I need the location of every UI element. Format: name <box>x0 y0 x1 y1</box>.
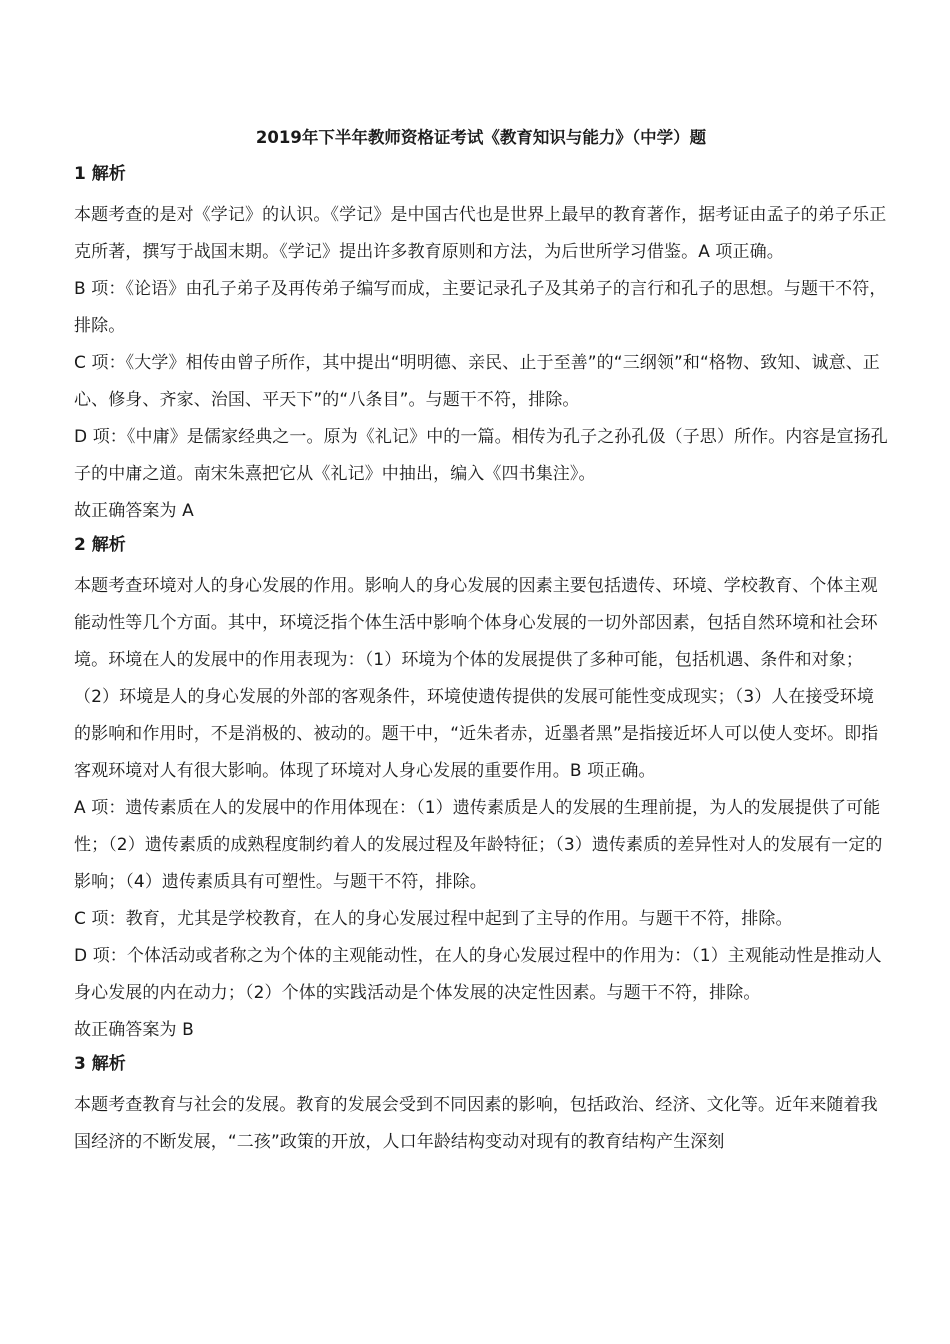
section-heading: 1 解析 <box>74 164 126 184</box>
paragraph: A 项：遗传素质在人的发展中的作用体现在：（1）遗传素质是人的发展的生理前提，为人的发展提供了可能性；（2）遗传素质的成熟程度制约着人的发展过程及年龄特征；（3）遗传素质的差异性对人的发展有一定的影响；（4）遗传素质具有可塑性。与题干不符，排除。 <box>74 798 883 892</box>
correct-answer: 故正确答案为 A <box>74 501 194 521</box>
section-heading: 2 解析 <box>74 535 126 555</box>
paragraph: 本题考查教育与社会的发展。教育的发展会受到不同因素的影响，包括政治、经济、文化等。近年来随着我国经济的不断发展，“二孩”政策的开放，人口年龄结构变动对现有的教育结构产生深刻 <box>74 1095 878 1152</box>
paragraph: D 项：个体活动或者称之为个体的主观能动性，在人的身心发展过程中的作用为：（1）主观能动性是推动人身心发展的内在动力；（2）个体的实践活动是个体发展的决定性因素。与题干不符，排除。 <box>74 946 882 1003</box>
correct-answer: 故正确答案为 B <box>74 1020 194 1040</box>
paragraph: D 项：《中庸》是儒家经典之一。原为《礼记》中的一篇。相传为孔子之孙孔伋（子思）所作。内容是宣扬孔子的中庸之道。南宋朱熹把它从《礼记》中抽出，编入《四书集注》。 <box>74 427 888 484</box>
section-3-analysis <box>74 1051 888 1161</box>
paragraph: 本题考查的是对《学记》的认识。《学记》是中国古代也是世界上最早的教育著作，据考证由孟子的弟子乐正克所著，撰写于战国末期。《学记》提出许多教育原则和方法，为后世所学习借鉴。A 项正确。 <box>74 205 887 262</box>
paragraph: 本题考查环境对人的身心发展的作用。影响人的身心发展的因素主要包括遗传、环境、学校教育、个体主观能动性等几个方面。其中，环境泛指个体生活中影响个体身心发展的一切外部因素，包括自然环境和社会环境。环境在人的发展中的作用表现为：（1）环境为个体的发展提供了多种可能，包括机遇、条件和对象；（2）环境是人的身心发展的外部的客观条件，环境使遗传提供的发展可能性变成现实；（3）人在接受环境的影响和作用时，不是消极的、被动的。题干中，“近朱者赤，近墨者黑”是指接近坏人可以使人变坏。即指客观环境对人有很大影响。体现了环境对人身心发展的重要作用。B 项正确。 <box>74 576 879 781</box>
paragraph: C 项：《大学》相传由曾子所作，其中提出“明明德、亲民、止于至善”的“三纲领”和“格物、致知、诚意、正心、修身、齐家、治国、平天下”的“八条目”。与题干不符，排除。 <box>74 353 880 410</box>
section-heading: 3 解析 <box>74 1054 126 1074</box>
section-1-analysis <box>74 161 888 530</box>
paragraph: B 项：《论语》由孔子弟子及再传弟子编写而成，主要记录孔子及其弟子的言行和孔子的思想。与题干不符，排除。 <box>74 279 887 336</box>
document-title: 2019年下半年教师资格证考试《教育知识与能力》（中学）题 <box>255 128 707 147</box>
section-2-analysis <box>74 532 888 1049</box>
paragraph: C 项：教育，尤其是学校教育，在人的身心发展过程中起到了主导的作用。与题干不符，排除。 <box>74 909 793 929</box>
